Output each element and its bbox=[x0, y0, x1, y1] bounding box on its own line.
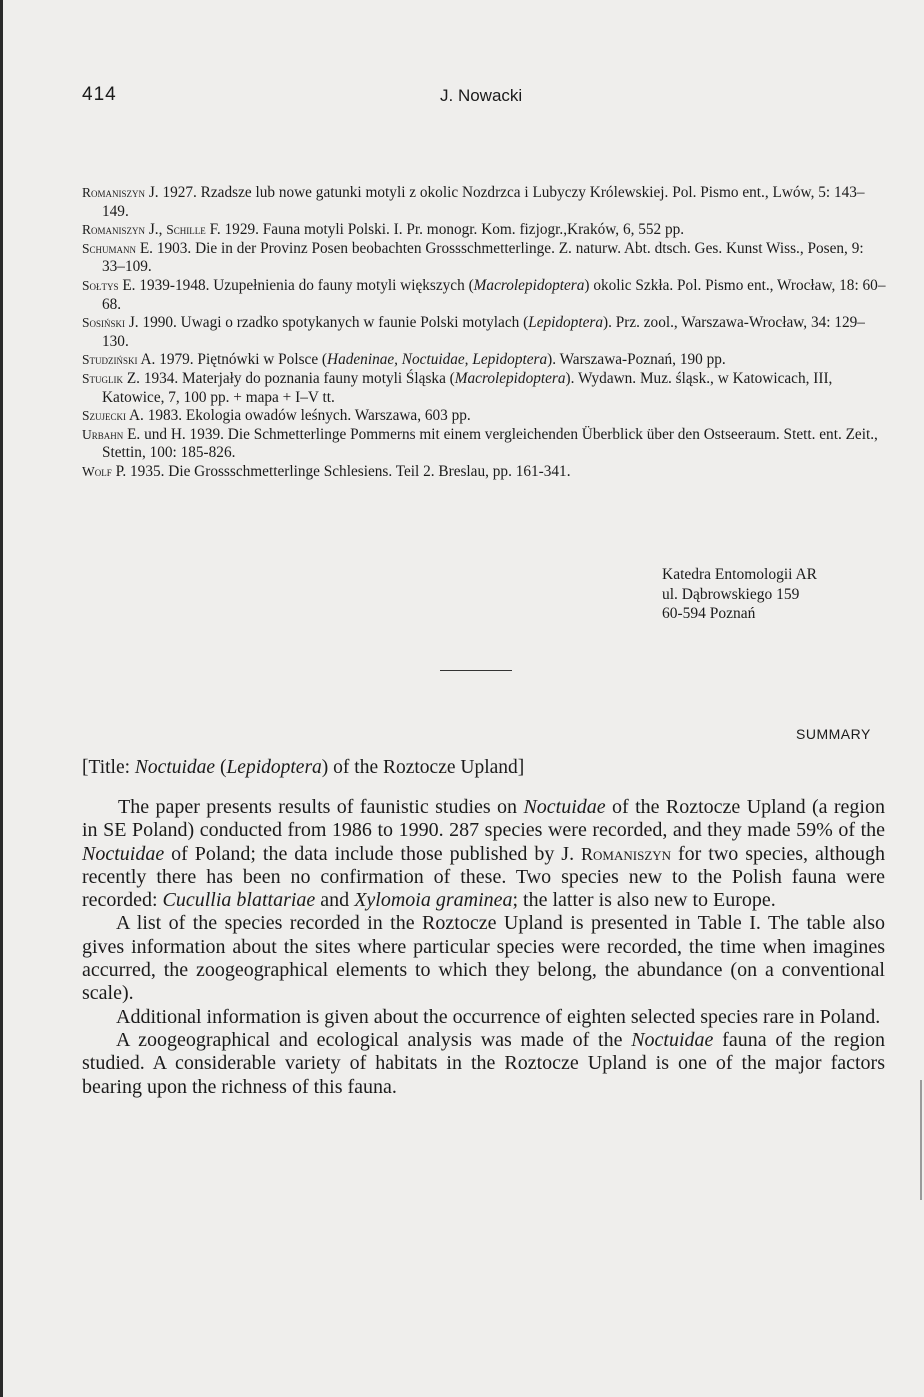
reference-italic: Hadeninae, Noctuidae, Lepidoptera bbox=[327, 351, 548, 369]
address-line: ul. Dąbrowskiego 159 bbox=[662, 585, 800, 603]
reference-text: ). Warszawa-Poznań, 190 pp. bbox=[547, 351, 726, 369]
reference-text: ). Wydawn. Muz. śląsk., w Katowicach, III, Katowice, 7, 100 pp. + mapa + I–V tt. bbox=[102, 369, 833, 406]
paragraph-text: and bbox=[315, 889, 355, 912]
paragraph-text: of the Roztocze Upland (a region in SE Poland) conducted from 1986 to 1990. 287 species were recorded, and they made 59% of the bbox=[82, 796, 885, 842]
reference-entry bbox=[82, 463, 887, 482]
reference-text: J. 1927. Rzadsze lub nowe gatunki motyli z okolic Nozdrzca i Lubyczy Królewskiej. Pol. Pismo ent., Lwów, 5: 143–149. bbox=[102, 184, 865, 220]
paragraph-text: of Poland; the data include those published by J. bbox=[164, 842, 582, 865]
summary-paragraph bbox=[82, 796, 885, 912]
reference-text: E. 1903. Die in der Provinz Posen beobachten Grossschmetterlinge. Z. naturw. Abt. dtsch. Ges. Kunst Wiss., Posen, 9: 33–109. bbox=[102, 239, 864, 276]
paragraph-italic: Xylomoia graminea bbox=[354, 889, 513, 912]
reference-text: A. 1983. Ekologia owadów leśnych. Warszawa, 603 pp. bbox=[126, 407, 471, 425]
summary-paragraph: Additional information is given about the occurrence of eighten selected species rare in Poland. bbox=[116, 1005, 881, 1028]
reference-text: J. 1990. Uwagi o rzadko spotykanych w faunie Polski motylach ( bbox=[125, 314, 529, 332]
summary-body bbox=[82, 796, 885, 1099]
reference-entry bbox=[82, 240, 887, 277]
reference-author: Romaniszyn bbox=[82, 185, 146, 200]
address-line: 60-594 Poznań bbox=[662, 605, 756, 622]
reference-italic: Macrolepidoptera bbox=[473, 276, 585, 294]
reference-entry bbox=[82, 314, 887, 351]
reference-author: Schille bbox=[166, 222, 206, 238]
reference-text: ) okolic Szkła. Pol. Pismo ent., Wrocław, 18: 60–68. bbox=[102, 276, 886, 313]
reference-text: A. 1979. Piętnówki w Polsce ( bbox=[137, 351, 328, 369]
summary-paragraph: A list of the species recorded in the Roztocze Upland is presented in Table I. The table also gives information about the sites where particular species were recorded, the time when imagines accurred, the zoogeographical elements to which they belong, the abundance (on a conventional scale). bbox=[82, 912, 885, 1005]
paragraph-author: Romaniszyn bbox=[581, 843, 672, 864]
running-head: J. Nowacki bbox=[440, 86, 523, 105]
reference-text: E. 1939-1948. Uzupełnienia do fauny motyli większych ( bbox=[118, 276, 474, 294]
paragraph-italic: Noctuidae bbox=[523, 796, 606, 818]
title-text: ( bbox=[215, 757, 227, 778]
reference-author: Sosiński bbox=[82, 315, 126, 331]
address-line: Katedra Entomologii AR bbox=[662, 566, 817, 583]
scan-edge-right bbox=[920, 1080, 922, 1200]
scan-edge-left bbox=[0, 0, 3, 1397]
author-address bbox=[662, 565, 817, 624]
title-text: ) of the Roztocze Upland] bbox=[321, 757, 525, 778]
reference-text: F. 1929. Fauna motyli Polski. I. Pr. monogr. Kom. fizjogr.,Kraków, 6, 552 pp. bbox=[205, 221, 685, 239]
references-list bbox=[82, 184, 887, 482]
reference-entry bbox=[82, 277, 887, 314]
page-header bbox=[82, 84, 884, 114]
title-text: [Title: bbox=[82, 757, 135, 778]
reference-italic: Macrolepidoptera bbox=[454, 369, 566, 387]
paragraph-italic: Noctuidae bbox=[82, 842, 165, 865]
reference-author: Schumann bbox=[82, 240, 137, 256]
reference-author: Urbahn bbox=[82, 426, 124, 442]
summary-paragraph bbox=[82, 1029, 885, 1099]
reference-author: Romaniszyn bbox=[82, 222, 146, 238]
title-italic: Noctuidae bbox=[134, 757, 216, 778]
paragraph-text: fauna of the region studied. A considerable variety of habitats in the Roztocze Upland is one of the major factors bearing upon the richness of this fauna. bbox=[82, 1028, 885, 1098]
reference-author: Sołtys bbox=[82, 277, 119, 293]
reference-text: ). Prz. zool., Warszawa-Wrocław, 34: 129–130. bbox=[102, 314, 865, 350]
reference-text: J., bbox=[145, 221, 167, 239]
reference-author: Wolf bbox=[82, 463, 112, 479]
paragraph-italic: Noctuidae bbox=[631, 1028, 714, 1051]
reference-entry bbox=[82, 184, 887, 221]
reference-text: Z. 1934. Materjały do poznania fauny motyli Śląska ( bbox=[123, 369, 455, 387]
reference-text: P. 1935. Die Grossschmetterlinge Schlesiens. Teil 2. Breslau, pp. 161-341. bbox=[111, 462, 571, 480]
reference-author: Stuglik bbox=[82, 370, 123, 386]
reference-entry bbox=[82, 351, 887, 370]
paragraph-text: A zoogeographical and ecological analysis was made of the bbox=[116, 1028, 632, 1051]
title-italic: Lepidoptera bbox=[226, 757, 322, 778]
reference-entry bbox=[82, 370, 887, 407]
summary-title bbox=[82, 757, 524, 779]
summary-heading: SUMMARY bbox=[796, 726, 871, 742]
page-number: 414 bbox=[82, 84, 117, 105]
paragraph-text: for two species, although recently there has been no confirmation of these. Two species new to the Polish fauna were recorded: bbox=[82, 842, 885, 912]
reference-italic: Lepidoptera bbox=[528, 314, 603, 332]
paragraph-text: ; the latter is also new to Europe. bbox=[512, 889, 776, 912]
reference-entry bbox=[82, 407, 887, 426]
section-divider bbox=[440, 670, 512, 671]
reference-entry bbox=[82, 221, 887, 240]
reference-entry bbox=[82, 426, 887, 463]
paragraph-italic: Cucullia blattariae bbox=[162, 889, 316, 912]
reference-text: E. und H. 1939. Die Schmetterlinge Pommerns mit einem vergleichenden Überblick über den Ostseeraum. Stett. ent. Zeit., Stettin, 100: 185-826. bbox=[102, 425, 878, 462]
reference-author: Studziński bbox=[82, 352, 138, 368]
paragraph-text: The paper presents results of faunistic studies on bbox=[118, 796, 524, 818]
reference-author: Szujecki bbox=[82, 408, 127, 424]
